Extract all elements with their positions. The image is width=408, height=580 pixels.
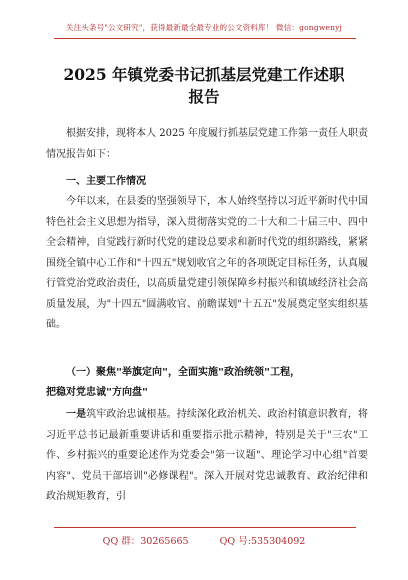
subsection-heading-line-1: （一）聚焦"举旗定向"，全面实施"政治统领"工程， — [66, 367, 301, 378]
footer-qq-group: QQ 群：30265665 — [102, 536, 189, 547]
footer-qq-number: QQ 号:535304092 — [219, 536, 306, 547]
header-divider — [54, 38, 356, 39]
subsection-heading-line-2: 把稳对党忠诚"方向盘" — [46, 387, 149, 398]
header-banner: 关注头条号"公文研究"，获得最新最全最专业的公文资料库！ 微信：gongwenyj — [65, 23, 343, 32]
title-line-2: 报告 — [188, 87, 220, 106]
footer-divider — [54, 527, 356, 528]
paragraph-body: 筑牢政治忠诚根基。持续深化政治机关、政治村镇意识教育，将习近平总书记最新重要讲话和重要指示批示精神，特别是关于"三农"工作、乡村振兴的重要论述作为党委会"第一议题"、理论学习中心组"首要内容"、党员干部培训"必修课程"。深入开展对党忠诚教育、政治纪律和政治规矩教育，引 — [46, 409, 369, 502]
subsection-1-paragraph — [46, 405, 368, 508]
subsection-heading-1 — [46, 363, 368, 403]
section-1-paragraph: 今年以来，在县委的坚强领导下，本人始终坚持以习近平新时代中国特色社会主义思想为指导，深入贯彻落实党的二十大和二十届三中、四中全会精神，自觉践行新时代党的建设总要求和新时代党的组织路线，紧紧围绕全镇中心工作和"十四五"规划收官之年的各项既定目标任务，认真履行管党治党政治责任，以高质量党建引领保障乡村振兴和镇域经济社会高质量发展，为"十四五"圆满收官、前瞻谋划"十五五"发展奠定坚实组织基础。 — [46, 196, 368, 330]
footer — [0, 533, 408, 547]
title-line-1: 2025 年镇党委书记抓基层党建工作述职 — [63, 65, 345, 84]
section-heading-1: 一、主要工作情况 — [66, 176, 146, 187]
page-title — [40, 64, 368, 108]
intro-paragraph: 根据安排，现将本人 2025 年度履行抓基层党建工作第一责任人职责情况报告如下： — [46, 128, 368, 160]
paragraph-lead: 一是 — [66, 409, 87, 420]
